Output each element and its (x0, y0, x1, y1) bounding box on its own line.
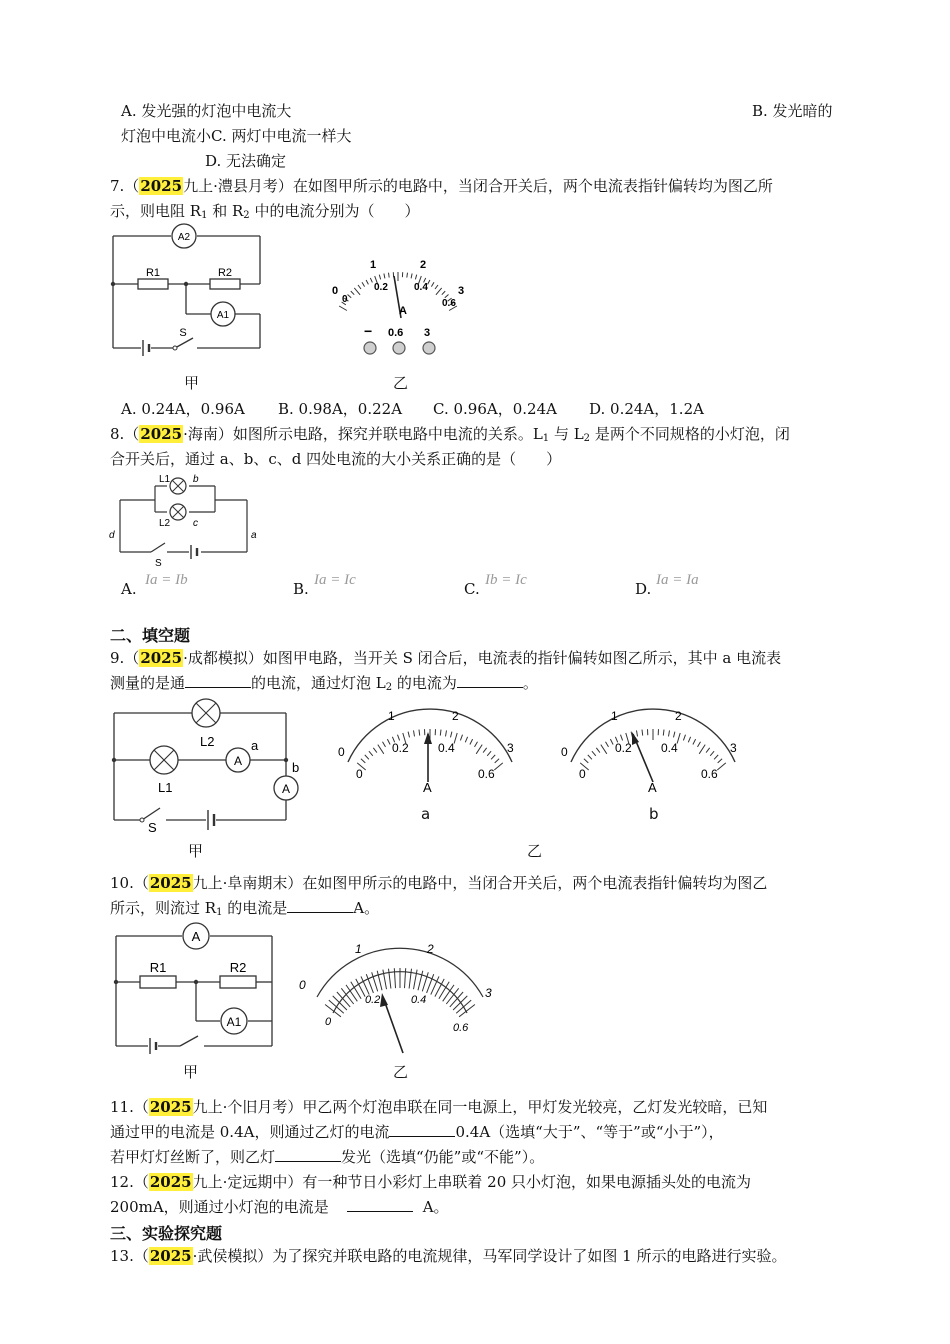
scale-tick (435, 285, 438, 289)
q13-text: ·武侯模拟）为了探究并联电路的电流规律，马军同学设计了如图 1 所示的电路进行实验。 (192, 1247, 787, 1265)
q9b-tick-up-1: 1 (611, 709, 618, 723)
q9-number: 9.（ (110, 649, 140, 667)
q8-line2: 合开关后，通过 a、b、c、d 四处电流的大小关系正确的是（ ） (110, 450, 562, 468)
q9a-tick-up-1: 1 (388, 709, 395, 723)
scale-tick (601, 745, 607, 754)
q8-sub1: 1 (542, 433, 550, 444)
scale-tick (383, 742, 386, 747)
q9-text-c: 的电流为 (392, 674, 457, 692)
q7-option-a: A. 0.24A，0.96A (121, 400, 245, 418)
q9-text-a: 测量的是通 (110, 674, 186, 692)
q8-text-a: ·海南）如图所示电路，探究并联电路中电流的关系。L (183, 425, 543, 443)
scale-tick (415, 275, 416, 280)
scale-tick (379, 275, 380, 280)
section-experiment-title: 三、实验探究题 (110, 1224, 223, 1243)
q8-label-s: S (155, 558, 162, 569)
q9-ammeter-a-label: A (233, 754, 243, 768)
q9-label-l2: L2 (200, 734, 215, 749)
scale-tick (436, 288, 442, 295)
q11-text-d: 发光（选填“仍能”或“不能”）。 (341, 1148, 545, 1166)
q11-line3 (110, 1147, 544, 1167)
q12-text-b: A。 (422, 1198, 449, 1216)
q10-sub: 1 (216, 907, 223, 918)
q9a-tick-low-2: 0.4 (438, 741, 455, 755)
q9b-tick-low-2: 0.4 (661, 741, 678, 755)
q8-text-b: 与 L (549, 425, 584, 443)
scale-tick (596, 748, 600, 753)
scale-tick (688, 737, 690, 743)
q11-text-b: 0.4A（选填“大于”、“等于”或“小于”）， (455, 1123, 724, 1141)
scale-tick (389, 969, 391, 989)
q7-option-b: B. 0.98A，0.22A (278, 400, 403, 418)
q12-line2 (110, 1197, 449, 1217)
q10-line1 (110, 873, 767, 893)
q7-line1 (110, 176, 773, 196)
q7-terminal-3: 3 (424, 327, 431, 339)
q10-tick-up-2: 2 (427, 942, 434, 956)
scale-tick (476, 745, 482, 754)
q7-label-a1: A1 (216, 310, 230, 321)
q6-option-b-end: 灯泡中电流小 (121, 127, 212, 145)
q8-label-d: d (109, 530, 115, 541)
q13-year-highlight: 2025 (149, 1247, 192, 1265)
scale-tick (337, 992, 350, 1007)
scale-tick (439, 982, 449, 999)
q8-line1 (110, 424, 790, 449)
q9-year-highlight: 2025 (140, 649, 183, 667)
q6-option-b-start: B. 发光暗的 (752, 102, 833, 120)
q10-blank[interactable] (287, 898, 353, 913)
q11-text-c: 若甲灯灯丝断了，则乙灯 (110, 1148, 276, 1166)
scale-tick (325, 1005, 341, 1017)
q6-option-c: C. 两灯中电流一样大 (211, 127, 352, 145)
scale-tick (442, 291, 445, 295)
q9-label-l1: L1 (158, 780, 173, 795)
q7-text-a: 示，则电阻 R (110, 202, 202, 220)
q13-number: 13.（ (110, 1247, 149, 1265)
q8-year-highlight: 2025 (140, 425, 183, 443)
q7-fig-yi: 乙 (393, 374, 409, 392)
q10-number: 10.（ (110, 874, 149, 892)
q9-label-a: a (251, 738, 259, 753)
scale-tick (717, 763, 726, 770)
q8-formula-a: Ia = Ib (145, 572, 188, 588)
scale-tick (674, 732, 675, 738)
q10-tick-up-3: 3 (485, 986, 492, 1000)
q7-terminal-minus: − (364, 323, 373, 339)
q10-resistor-r2-icon (220, 976, 256, 988)
scale-tick (370, 278, 372, 283)
q7-tick-low-2: 0.4 (414, 282, 428, 293)
q7-sub2: 2 (243, 210, 250, 221)
q9b-tick-low-3: 0.6 (701, 767, 718, 781)
q9b-tick-low-1: 0.2 (615, 741, 632, 755)
q10-label-a1: A1 (226, 1015, 242, 1029)
q8-option-a: A. (121, 580, 137, 598)
scale-tick (405, 968, 406, 988)
scale-tick (411, 274, 412, 279)
q9b-tick-up-3: 3 (730, 741, 737, 755)
q10-text-a: 所示，则流过 R (110, 899, 217, 917)
scale-tick (366, 280, 368, 284)
q9-sub: 2 (385, 682, 393, 693)
q7-option-c: C. 0.96A，0.24A (433, 400, 557, 418)
q9-fig-jia: 甲 (188, 842, 204, 860)
q10-fig-jia: 甲 (183, 1063, 199, 1081)
scale-tick (341, 988, 353, 1004)
q12-year-highlight: 2025 (149, 1173, 192, 1191)
q7-year-highlight: 2025 (140, 177, 183, 195)
q9a-tick-low-1: 0.2 (392, 741, 409, 755)
scale-tick (710, 751, 714, 756)
q9-circuit-diagram (108, 694, 298, 834)
q10-circuit-diagram (108, 920, 288, 1055)
q9b-unit: A (648, 780, 657, 795)
q7-tick-low-0: 0 (342, 294, 348, 305)
q8-option-b: B. (293, 580, 309, 598)
scale-tick (348, 295, 352, 298)
q10-label-a: A (191, 929, 201, 944)
q10-year-highlight: 2025 (149, 874, 192, 892)
q8-label-l1: L1 (159, 474, 171, 485)
q8-label-l2: L2 (159, 518, 171, 529)
terminal-knob-icon (364, 342, 376, 354)
scale-tick (384, 274, 385, 279)
scale-tick (407, 273, 408, 278)
scale-tick (459, 1005, 475, 1017)
scale-tick (361, 759, 365, 763)
scale-tick (451, 732, 452, 738)
q7-tick-up-0: 0 (332, 285, 339, 297)
q9-label-b: b (292, 760, 300, 775)
q10-text-b: 的电流是 (222, 899, 288, 917)
scale-tick (408, 732, 409, 738)
q10-text: 九上·阜南期末）在如图甲所示的电路中，当闭合开关后，两个电流表指针偏转均为图乙 (192, 874, 768, 892)
section-fill-in-title: 二、填空题 (110, 626, 191, 645)
terminal-knob-icon (393, 342, 405, 354)
scale-tick (637, 730, 638, 736)
scale-tick (683, 735, 685, 741)
q7-tick-low-3: 0.6 (442, 298, 456, 309)
q12-number: 12.（ (110, 1173, 149, 1191)
q11-text: 九上·个旧月考）甲乙两个灯泡串联在同一电源上，甲灯发光较亮，乙灯发光较暗，已知 (192, 1098, 768, 1116)
scale-tick (487, 751, 491, 756)
q9-text-b: 的电流，通过灯泡 L (251, 674, 386, 692)
q7-text: 九上·澧县月考）在如图甲所示的电路中，当闭合开关后，两个电流表指针偏转均为图乙所 (183, 177, 773, 195)
scale-tick (718, 759, 722, 763)
scale-tick (354, 288, 360, 295)
q9a-unit: A (423, 780, 432, 795)
q12-blank[interactable] (347, 1197, 413, 1212)
scale-tick (419, 730, 420, 736)
scale-tick (358, 285, 361, 289)
q10-label-r2: R2 (229, 960, 247, 975)
scale-tick (387, 739, 390, 744)
q7-terminal-06: 0.6 (388, 327, 404, 339)
q10-tick-low-3: 0.6 (453, 1022, 469, 1034)
scale-tick (465, 737, 467, 743)
scale-tick (669, 730, 670, 736)
q9-fig-yi: 乙 (527, 842, 543, 860)
scale-tick (588, 755, 592, 759)
scale-tick (398, 735, 400, 741)
scale-tick (699, 745, 705, 754)
scale-tick (414, 730, 415, 736)
scale-tick (431, 282, 434, 286)
q7-option-d: D. 0.24A，1.2A (589, 400, 704, 418)
q7-meter-dial (318, 250, 478, 360)
scale-tick (351, 291, 354, 295)
scale-tick (483, 748, 487, 753)
q10-meter-dial (295, 935, 505, 1055)
q9a-tick-low-3: 0.6 (478, 767, 495, 781)
scale-tick (394, 968, 395, 988)
scale-tick (494, 763, 503, 770)
q7-resistor-r2-icon (210, 279, 240, 289)
q9b-tick-up-0: 0 (561, 745, 568, 759)
q9-label-s: S (148, 820, 157, 835)
scale-tick (456, 1000, 471, 1013)
q8-formula-d: Ia = Ia (656, 572, 699, 588)
scale-tick (450, 992, 463, 1007)
scale-tick (642, 730, 643, 736)
q8-number: 8.（ (110, 425, 140, 443)
q9a-tick-up-0: 0 (338, 745, 345, 759)
q11-text-a: 通过甲的电流是 0.4A，则通过乙灯的电流 (110, 1123, 390, 1141)
q9b-tick-low-0: 0 (579, 767, 586, 781)
scale-tick (693, 739, 696, 744)
q9-meter-b-caption: b (649, 805, 659, 823)
scale-tick (362, 282, 365, 286)
scale-tick (446, 730, 447, 736)
scale-tick (365, 755, 369, 759)
q9-meter-b (553, 700, 753, 820)
scale-tick (714, 755, 718, 759)
q7-label-a2: A2 (177, 232, 191, 243)
scale-tick (475, 742, 478, 747)
q12-text: 九上·定远期中）有一种节日小彩灯上串联着 20 只小灯泡，如果电源插头处的电流为 (192, 1173, 752, 1191)
q8-label-a: a (251, 530, 257, 541)
q11-line2 (110, 1122, 724, 1142)
q7-tick-up-1: 1 (370, 259, 377, 271)
q7-fig-jia: 甲 (184, 374, 200, 392)
scale-tick (428, 280, 430, 284)
q8-label-b: b (193, 474, 199, 485)
q7-tick-low-1: 0.2 (374, 282, 388, 293)
q9-ammeter-b-label: A (281, 782, 291, 796)
q7-circuit-diagram (105, 220, 275, 360)
q7-label-r2: R2 (217, 267, 233, 279)
q6-option-a: A. 发光强的灯泡中电流大 (121, 102, 292, 120)
q9a-tick-up-3: 3 (507, 741, 514, 755)
q9a-tick-up-2: 2 (452, 709, 459, 723)
scale-tick (584, 759, 588, 763)
q11-blank-2[interactable] (275, 1147, 341, 1162)
q8-formula-c: Ib = Ic (485, 572, 527, 588)
scale-tick (495, 759, 499, 763)
scale-tick (592, 751, 596, 756)
q12-text-a: 200mA，则通过小灯泡的电流是 (110, 1198, 329, 1216)
q9-text-d: 。 (522, 674, 538, 692)
q10-tick-up-0: 0 (299, 978, 306, 992)
q7-label-s: S (179, 327, 187, 339)
q10-tick-low-1: 0.2 (365, 994, 381, 1006)
q10-tick-low-2: 0.4 (411, 994, 427, 1006)
q7-label-r1: R1 (145, 267, 161, 279)
q9-meter-a (330, 700, 530, 820)
q8-label-c: c (193, 518, 198, 529)
q6-option-d: D. 无法确定 (205, 152, 287, 170)
scale-tick (698, 742, 701, 747)
scale-tick (621, 735, 623, 741)
scale-tick (606, 742, 609, 747)
scale-tick (409, 969, 411, 989)
q10-text-c: A。 (353, 899, 380, 917)
q8-option-c: C. (464, 580, 480, 598)
q7-number: 7.（ (110, 177, 140, 195)
q7-tick-up-3: 3 (458, 285, 465, 297)
q8-text-c: 是两个不同规格的小灯泡，闭 (590, 425, 790, 443)
q11-year-highlight: 2025 (149, 1098, 192, 1116)
q8-option-d: D. (635, 580, 652, 598)
scale-tick (333, 996, 347, 1010)
q7-tick-up-2: 2 (420, 259, 427, 271)
scale-tick (369, 751, 373, 756)
q7-text-b: 和 R (207, 202, 244, 220)
q10-label-r1: R1 (149, 960, 167, 975)
q9-line1 (110, 648, 781, 668)
scale-tick (351, 982, 361, 999)
q11-blank-1[interactable] (389, 1122, 455, 1137)
q9-blank-2[interactable] (457, 673, 523, 688)
q12-line1 (110, 1172, 751, 1192)
scale-tick (339, 306, 347, 311)
scale-tick (663, 730, 664, 736)
q9-text: ·成都模拟）如图甲电路，当开关 S 闭合后，电流表的指针偏转如图乙所示，其中 a 电流表 (183, 649, 782, 667)
scale-tick (440, 730, 441, 736)
q7-text-c: 中的电流分别为（ ） (249, 202, 420, 220)
scale-tick (610, 739, 613, 744)
q13-line1 (110, 1246, 786, 1266)
q7-resistor-r1-icon (138, 279, 168, 289)
q11-number: 11.（ (110, 1098, 149, 1116)
q9b-tick-up-2: 2 (675, 709, 682, 723)
scale-tick (460, 735, 462, 741)
q8-sub2: 2 (583, 433, 591, 444)
scale-tick (706, 748, 710, 753)
scale-tick (491, 755, 495, 759)
scale-tick (470, 739, 473, 744)
scale-tick (373, 748, 377, 753)
q8-circuit-diagram (105, 470, 265, 570)
q6-option-b-end-c (121, 126, 352, 146)
q9-blank-1[interactable] (185, 673, 251, 688)
q11-line1 (110, 1097, 767, 1117)
terminal-knob-icon (423, 342, 435, 354)
scale-tick (329, 1000, 344, 1013)
q7-meter-unit: A (399, 305, 407, 317)
scale-tick (389, 273, 390, 278)
q10-tick-low-0: 0 (325, 1016, 332, 1028)
q8-formula-b: Ia = Ic (314, 572, 356, 588)
q7-sub1: 1 (201, 210, 208, 221)
scale-tick (453, 996, 467, 1010)
q10-resistor-r1-icon (140, 976, 176, 988)
q10-tick-up-1: 1 (355, 942, 362, 956)
q9a-tick-low-0: 0 (356, 767, 363, 781)
scale-tick (378, 745, 384, 754)
q10-fig-yi: 乙 (393, 1063, 409, 1081)
scale-tick (446, 988, 458, 1004)
q9-meter-a-caption: a (421, 805, 431, 823)
